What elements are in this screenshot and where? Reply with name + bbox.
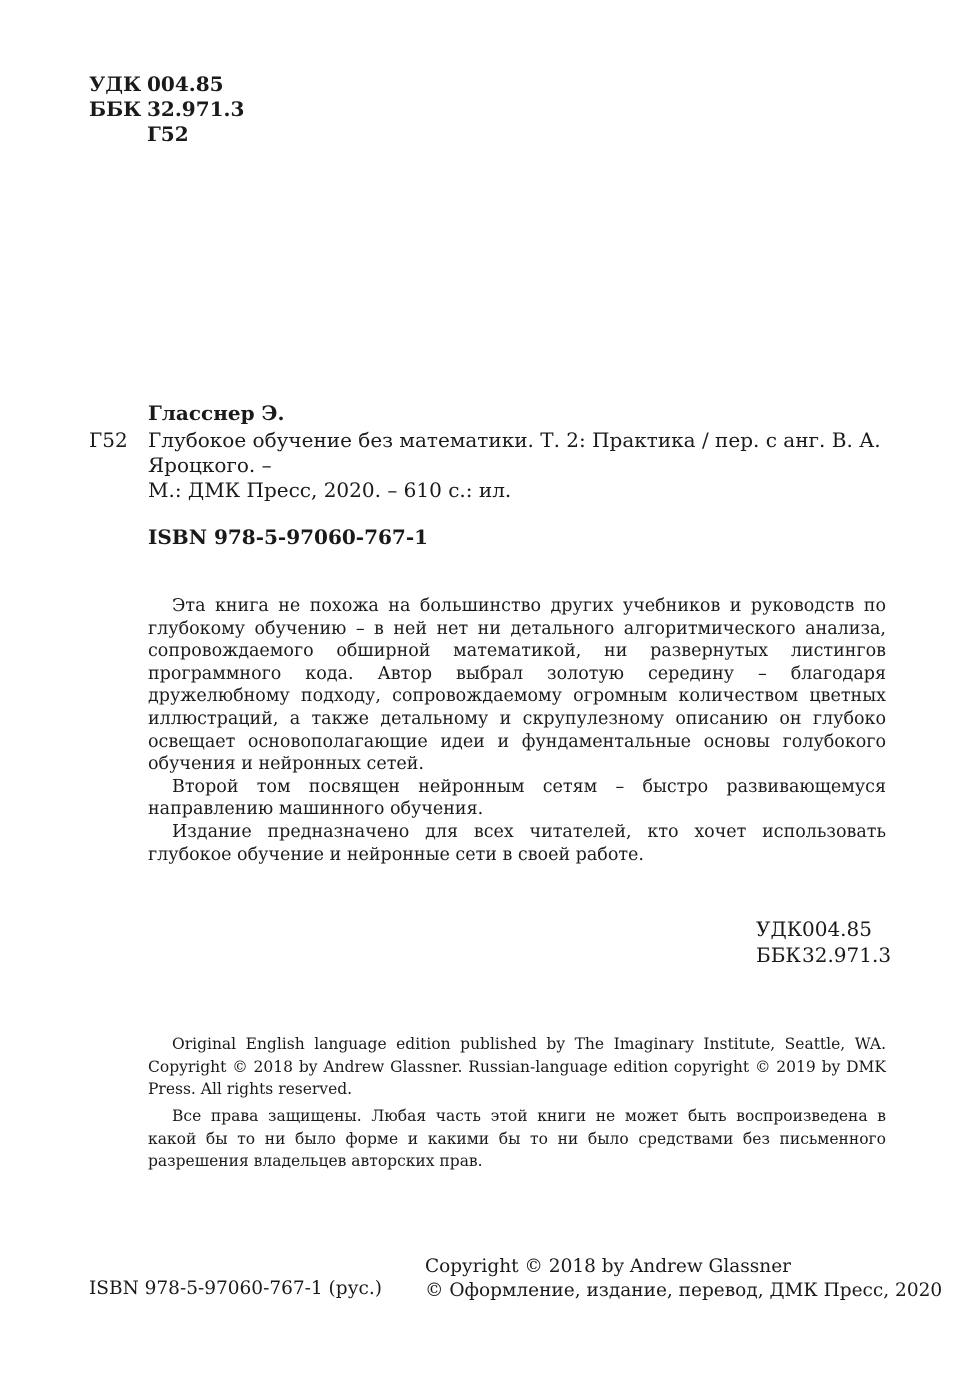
isbn-russian-edition: ISBN 978-5-97060-767-1 (рус.): [89, 1278, 382, 1299]
copyright-author: Copyright © 2018 by Andrew Glassner: [425, 1256, 791, 1277]
copyright-block: [425, 1255, 942, 1303]
bottom-classification-codes: [756, 916, 891, 968]
bbk-row: [89, 97, 244, 122]
author-sign-row: [89, 122, 244, 147]
abstract-paragraph: Второй том посвящен нейронным сетям – быстро развивающемуся направлению машинного обучения.: [148, 776, 886, 820]
russian-rights-notice: [148, 1105, 886, 1173]
isbn-main: ISBN 978-5-97060-767-1: [148, 525, 429, 549]
english-copyright-notice: [148, 1033, 886, 1101]
udk-value-bottom: 004.85: [802, 917, 872, 941]
bibliographic-description: [148, 428, 888, 503]
abstract-paragraph: Эта книга не похожа на большинство других учебников и руководств по глубокому обучению – в ней нет ни детального алгоритмического анализа, сопровождаемого обширной математикой, ни развернутых листингов программного кода. Автор выбрал золотую середину – благодаря дружелюбному подходу, сопровождаемому огромным количеством цветных иллюстраций, а также детальному и скрупулезному описанию он глубоко освещает основополагающие идеи и фундаментальные основы голубокого обучения и нейронных сетей.: [148, 596, 886, 775]
bbk-row-bottom: [756, 942, 891, 968]
udk-label: УДК: [89, 72, 142, 96]
bbk-value: 32.971.3: [147, 97, 245, 121]
udk-row-bottom: [756, 916, 891, 942]
top-classification-codes: [89, 72, 244, 147]
bibliographic-code: Г52: [89, 428, 128, 452]
author-name: Гласснер Э.: [148, 401, 285, 425]
bbk-value-bottom: 32.971.3: [802, 943, 892, 967]
udk-value: 004.85: [147, 72, 224, 96]
bbk-label: ББК: [89, 97, 142, 121]
copyright-publisher: © Оформление, издание, перевод, ДМК Пресс, 2020: [425, 1280, 943, 1301]
bbk-label-bottom: ББК: [756, 943, 801, 967]
bibliographic-line-1: Глубокое обучение без математики. Т. 2: Практика / пер. с анг. В. А. Яроцкого. –: [148, 428, 881, 477]
udk-row: [89, 72, 244, 97]
udk-label-bottom: УДК: [756, 917, 803, 941]
bibliographic-line-2: М.: ДМК Пресс, 2020. – 610 с.: ил.: [148, 478, 512, 502]
author-sign: Г52: [147, 122, 189, 146]
abstract: [148, 595, 886, 866]
abstract-paragraph: Издание предназначено для всех читателей, кто хочет использовать глубокое обучение и нейронные сети в своей работе.: [148, 821, 886, 865]
english-notice-text: Original English language edition published by The Imaginary Institute, Seattle, WA. Copyright © 2018 by Andrew Glassner. Russian-language edition copyright © 2019 by DMK Press. All rights reserved.: [148, 1035, 886, 1098]
russian-notice-text: Все права защищены. Любая часть этой книги не может быть воспроизведена в какой бы то ни было форме и какими бы то ни было средствами без письменного разрешения владельцев авторских прав.: [148, 1107, 886, 1170]
